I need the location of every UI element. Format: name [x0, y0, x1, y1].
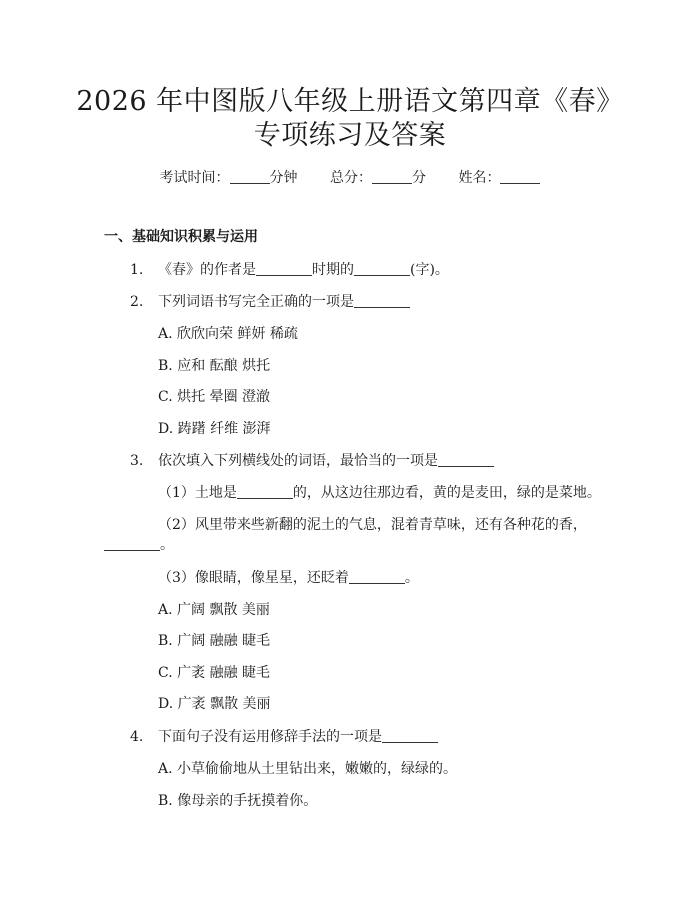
question-text-part: 的，从这边往那边看，黄的是麦田，绿的是菜地。	[292, 485, 601, 501]
score-unit: 分	[412, 170, 426, 186]
sub-question-2-continued	[104, 538, 174, 552]
question-number: 2.	[130, 294, 144, 310]
question-text-part: (字)。	[410, 262, 449, 278]
question-text-part: 《春》的作者是	[158, 262, 256, 278]
score-field	[330, 171, 426, 185]
option-item[interactable]: D. 踌躇 纤维 澎湃	[158, 421, 271, 437]
sub-question-2: （2）风里带来些新翻的泥土的气息，混着青草味，还有各种花的香，	[158, 517, 587, 533]
exam-time-field	[160, 171, 298, 185]
answer-blank[interactable]	[382, 730, 438, 743]
score-label: 总分：	[330, 170, 372, 186]
question-text-part: 。	[160, 537, 174, 553]
option-item[interactable]: B. 应和 酝酿 烘托	[158, 358, 271, 374]
answer-blank[interactable]	[104, 538, 160, 551]
option-item[interactable]: B. 广阔 融融 睫毛	[158, 633, 271, 649]
exam-time-label: 考试时间：	[159, 170, 230, 186]
option-item[interactable]: A. 小草偷偷地从土里钻出来，嫩嫩的，绿绿的。	[158, 761, 458, 777]
question-text-part: 依次填入下列横线处的词语，最恰当的一项是	[158, 453, 438, 469]
sub-question-3	[158, 571, 419, 585]
question-text	[158, 263, 449, 277]
answer-blank[interactable]	[256, 263, 312, 276]
question-number: 4.	[130, 729, 144, 745]
option-item[interactable]: B. 像母亲的手抚摸着你。	[158, 793, 318, 809]
page-title-line2: 专项练习及答案	[253, 120, 447, 151]
answer-blank[interactable]	[354, 295, 410, 308]
name-blank[interactable]	[500, 171, 540, 184]
question-text-part: 下面句子没有运用修辞手法的一项是	[158, 729, 382, 745]
question-text-part: （1）土地是	[158, 485, 237, 501]
question-text-part: （3）像眼睛，像星星，还眨着	[158, 570, 349, 586]
question-number: 1.	[130, 262, 144, 278]
question-text	[158, 295, 410, 309]
page-title-line1: 2026 年中图版八年级上册语文第四章《春》	[76, 86, 624, 117]
answer-blank[interactable]	[354, 263, 410, 276]
exam-time-blank[interactable]	[230, 171, 270, 184]
exam-time-unit: 分钟	[269, 170, 298, 186]
answer-blank[interactable]	[349, 571, 405, 584]
option-item[interactable]: D. 广袤 飘散 美丽	[158, 696, 271, 712]
question-text	[158, 454, 494, 468]
exam-info-row	[0, 171, 700, 185]
section-heading: 一、基础知识积累与运用	[104, 229, 258, 245]
question-number: 3.	[130, 453, 144, 469]
question-text-part: 时期的	[312, 262, 354, 278]
answer-blank[interactable]	[237, 486, 293, 499]
question-text-part: 下列词语书写完全正确的一项是	[158, 294, 354, 310]
option-item[interactable]: C. 烘托 晕圈 澄澈	[158, 389, 271, 405]
sub-question-1	[158, 486, 601, 500]
question-text	[158, 730, 438, 744]
score-blank[interactable]	[372, 171, 412, 184]
answer-blank[interactable]	[438, 454, 494, 467]
option-item[interactable]: A. 欣欣向荣 鲜妍 稀疏	[158, 326, 298, 342]
question-text-part: 。	[404, 570, 419, 586]
option-item[interactable]: A. 广阔 飘散 美丽	[158, 602, 270, 618]
name-field	[458, 171, 540, 185]
option-item[interactable]: C. 广袤 融融 睫毛	[158, 665, 271, 681]
name-label: 姓名：	[458, 170, 501, 186]
